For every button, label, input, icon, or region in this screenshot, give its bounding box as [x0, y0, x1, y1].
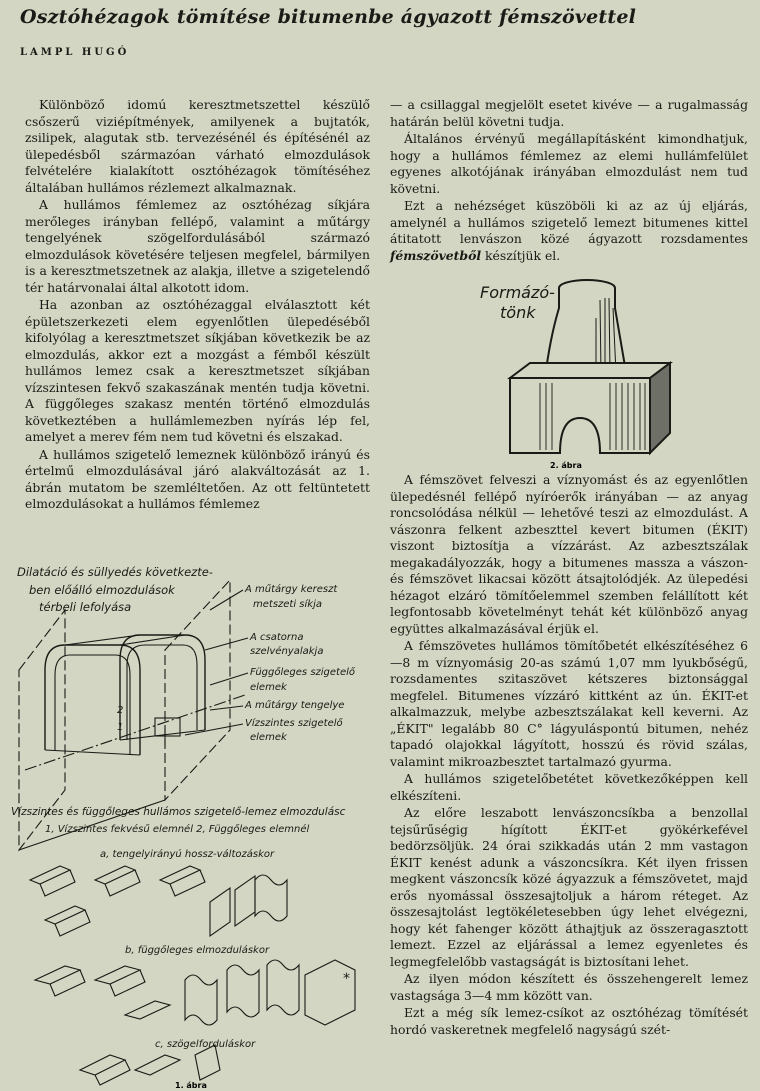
- case-a-label: a, tengelyirányú hossz-változáskor: [100, 849, 275, 860]
- left-column: [25, 97, 370, 514]
- star-mark: *: [343, 971, 350, 987]
- case-c-label: c, szögelforduláskor: [155, 1039, 256, 1050]
- label-horizontal-elements: Vízszintes szigetelő: [245, 718, 343, 729]
- figure-1-title: ben előálló elmozdulások: [29, 583, 175, 597]
- figure-2-label: tönk: [500, 303, 536, 322]
- case-b-label: b, függőleges elmozduláskor: [125, 945, 270, 956]
- article-title: Osztóhézagok tömítése bitumenbe ágyazott fémszövettel: [20, 6, 637, 28]
- figure-2-forming-block: [470, 268, 690, 472]
- figure-1-caption: 1. ábra: [175, 1081, 207, 1090]
- paragraph: A fémszövet felveszi a víznyomást és az egyenlőtlen ülepedésnél fellépő nyíróerők irányában — az anyag roncsolódása nélkül — lehetővé teszi az elmozdulást. A vászonra felkent azbeszttel kevert bitumen (ÉKIT) viszont biztosítja a vízzárást. Az azbesztszálak megakadályozzák, hogy a bitumenes massza a vászon- és fémszövet likacsai között átsajtolódjék. Az ülepedési hézagot elzáró tömítőelemmel szemben felállított két legfontosabb követelményt tehát két különböző anyag együttes alkalmazásával érjük el.: [390, 472, 748, 636]
- paragraph: Ha azonban az osztóhézaggal elválasztott két épületszerkezeti elem egyenlőtlen ülepedéséből kifolyólag a keresztmetszet síkjában következik be az elmozdulás, akkor ezt a mozgást a fémből készült hullámos lemez csak a keresztmetszet síkjában vízszintesen fekvő szakaszának mentén tudja követni. A függőleges szakasz mentén történő elmozdulás következtében a hullámlemezben nyírás lép fel, amelyet a merev fém nem tud követni és elszakad.: [25, 297, 370, 444]
- author-name: LAMPL HUGÓ: [20, 47, 130, 58]
- paragraph: A hullámos szigetelő lemeznek különböző irányú és értelmű elmozdulásával járó alakváltozását az 1. ábrán mutatom be szemléltetően. Az ott feltüntetett elmozdulásokat a hullámos fémlemez: [25, 446, 370, 511]
- label-structure-axis: A műtárgy tengelye: [245, 700, 345, 711]
- paragraph: Ezt a még sík lemez-csíkot az osztóhézag tömítését hordó vaskeretnek megfelelő nagyságú szét-: [390, 1005, 748, 1037]
- right-column-bottom: [390, 472, 748, 1039]
- paragraph: A hullámos szigetelőbetétet következőképpen kell elkészíteni.: [390, 771, 748, 803]
- paragraph-text: Ezt a nehézséget küszöböli ki az az új eljárás, amelynél a hullámos szigetelő lemezt bitumenes kittel átitatott lenvászon közé ágyazott rozsdamentes: [390, 198, 748, 246]
- figure-1-title: térbeli lefolyása: [39, 600, 132, 614]
- label-channel-shape: szelvényalakja: [250, 646, 324, 657]
- paragraph: Különböző idomú keresztmetszettel készülő csőszerű viziépítmények, amilyenek a bujtatók, zsilipek, alagutak stb. tervezésénél és építésénél az ülepedésből származóan várható elmozdulások felvételére kialakított osztóhézagok tömítéséhez általában hullámos rézlemezt alkalmaznak.: [25, 97, 370, 195]
- paragraph: [390, 198, 748, 264]
- paragraph: — a csillaggal megjelölt esetet kivéve — a rugalmasság határán belül követni tudja.: [390, 97, 748, 129]
- figure-1-subtitle: 1, Vízszintes fekvésű elemnél 2, Függőleges elemnél: [45, 824, 310, 835]
- mark-2: 2: [117, 705, 124, 716]
- right-column-top: [390, 97, 748, 265]
- label-horizontal-elements: elemek: [250, 732, 287, 743]
- paragraph: Az előre leszabott lenvászoncsíkba a benzollal tejsűrűségig hígított ÉKIT-et gyökérkefével bedörzsöljük. 24 órai szikkadás után 2 mm vastagon ÉKIT kenést adunk a vászoncsíkra. Két ilyen frissen megkent vászoncsík közé ágyazzuk a fémszövetet, majd erős nyomással összesajtoljuk a három réteget. Az összesajtolást legtökéletesebben úgy lehet elvégezni, hogy két fahenger között áthajtjuk az összeragasztott lemezt. Ezzel az eljárással a lemez egyenletes és legmegfelelőbb vastagságát is biztosítani lehet.: [390, 805, 748, 969]
- figure-1-title: Dilatáció és süllyedés következte-: [17, 565, 213, 579]
- label-vertical-elements: elemek: [250, 682, 287, 693]
- mark-1: 1: [117, 722, 124, 733]
- label-vertical-elements: Függőleges szigetelő: [250, 667, 356, 678]
- figure-2-label: Formázó-: [480, 283, 555, 302]
- paragraph: Általános érvényű megállapításként kimondhatjuk, hogy a hullámos fémlemez az elemi hullámfelület egyenes alkotójának irányában elmozdulást nem tud követni.: [390, 131, 748, 196]
- label-channel-shape: A csatorna: [250, 632, 304, 643]
- paragraph: A hullámos fémlemez az osztóhézag síkjára merőleges irányban fellépő, valamint a műtárgy tengelyének szögelfordulásából származó elmozdulások követésére teljesen megfelel, bármilyen is a keresztmetszetnek az alakja, illetve a szigetelendő tér határvonalai által alkotott idom.: [25, 197, 370, 295]
- paragraph-text: készítjük el.: [485, 247, 561, 263]
- figure-2-caption: 2. ábra: [550, 461, 582, 470]
- emphasis-word: fémszövetből: [390, 247, 482, 263]
- figure-1-subtitle: Vízszintes és függőleges hullámos szigetelő-lemez elmozdulásc: [11, 806, 346, 818]
- paragraph: A fémszövetes hullámos tömítőbetét elkészítéséhez 6—8 m víznyomásig 20-as számú 1,07 mm lyukbőségű, rozsdamentes szitaszövet kétszeres biztonsággal megfelel. Bitumenes vízzáró kittként az ún. ÉKIT-et alkalmazzuk, melybe azbesztszálakat kell keverni. Az „ÉKIT" legalább 80 C° lágyuláspontú bitumen, nehéz tapadó olajokkal lágyított, hosszú és rövid szálas, valamint mikroazbesztet tartalmazó gyurma.: [390, 638, 748, 769]
- label-cross-section-plane: A műtárgy kereszt: [245, 584, 338, 595]
- figure-1-displacement-diagram: [5, 550, 385, 1091]
- label-cross-section-plane: metszeti síkja: [253, 599, 322, 610]
- paragraph: Az ilyen módon készített és összehengerelt lemez vastagsága 3—4 mm között van.: [390, 971, 748, 1003]
